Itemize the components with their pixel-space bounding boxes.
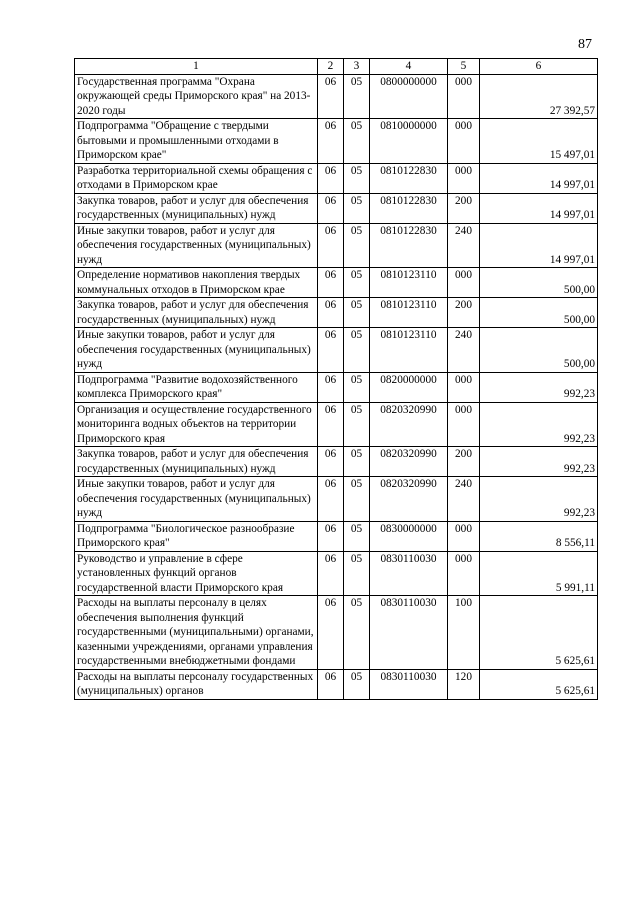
row-name: Расходы на выплаты персоналу государственных (муниципальных) органов [75, 669, 318, 699]
table-row [75, 74, 598, 119]
table-row [75, 328, 598, 373]
row-expense-type-code: 000 [448, 74, 480, 119]
row-subsection-code: 05 [344, 521, 370, 551]
row-amount: 8 556,11 [480, 521, 598, 551]
row-expense-type-code: 240 [448, 223, 480, 268]
row-target-article-code: 0810123110 [370, 268, 448, 298]
row-expense-type-code: 000 [448, 521, 480, 551]
row-target-article-code: 0820000000 [370, 372, 448, 402]
row-expense-type-code: 000 [448, 163, 480, 193]
row-target-article-code: 0830110030 [370, 669, 448, 699]
row-section-code: 06 [318, 372, 344, 402]
row-name: Иные закупки товаров, работ и услуг для обеспечения государственных (муниципальных) нужд [75, 223, 318, 268]
row-expense-type-code: 120 [448, 669, 480, 699]
table-row [75, 268, 598, 298]
row-name: Подпрограмма "Развитие водохозяйственного комплекса Приморского края" [75, 372, 318, 402]
row-target-article-code: 0810123110 [370, 298, 448, 328]
table-row [75, 119, 598, 164]
row-name: Закупка товаров, работ и услуг для обеспечения государственных (муниципальных) нужд [75, 298, 318, 328]
row-amount: 5 625,61 [480, 669, 598, 699]
row-target-article-code: 0830000000 [370, 521, 448, 551]
row-target-article-code: 0820320990 [370, 477, 448, 522]
table-row [75, 163, 598, 193]
row-expense-type-code: 100 [448, 596, 480, 670]
column-header: 1 [75, 59, 318, 75]
row-amount: 5 991,11 [480, 551, 598, 596]
row-subsection-code: 05 [344, 402, 370, 447]
row-name: Закупка товаров, работ и услуг для обеспечения государственных (муниципальных) нужд [75, 193, 318, 223]
row-target-article-code: 0830110030 [370, 596, 448, 670]
row-amount: 992,23 [480, 402, 598, 447]
row-target-article-code: 0830110030 [370, 551, 448, 596]
row-target-article-code: 0810123110 [370, 328, 448, 373]
table-row [75, 193, 598, 223]
row-subsection-code: 05 [344, 298, 370, 328]
row-section-code: 06 [318, 328, 344, 373]
row-section-code: 06 [318, 163, 344, 193]
table-row [75, 223, 598, 268]
row-name: Разработка территориальной схемы обращения с отходами в Приморском крае [75, 163, 318, 193]
row-expense-type-code: 240 [448, 328, 480, 373]
column-header: 3 [344, 59, 370, 75]
row-section-code: 06 [318, 119, 344, 164]
row-amount: 27 392,57 [480, 74, 598, 119]
table-row [75, 372, 598, 402]
row-section-code: 06 [318, 193, 344, 223]
row-amount: 500,00 [480, 328, 598, 373]
row-subsection-code: 05 [344, 477, 370, 522]
table-row [75, 402, 598, 447]
row-name: Расходы на выплаты персоналу в целях обеспечения выполнения функций государственными (муниципальными) органами, казенными учреждениями, органами управления государственными внебюджетными фондами [75, 596, 318, 670]
table-row [75, 298, 598, 328]
row-expense-type-code: 000 [448, 372, 480, 402]
row-target-article-code: 0810122830 [370, 223, 448, 268]
row-target-article-code: 0810122830 [370, 193, 448, 223]
column-header: 2 [318, 59, 344, 75]
row-section-code: 06 [318, 669, 344, 699]
row-subsection-code: 05 [344, 223, 370, 268]
row-amount: 15 497,01 [480, 119, 598, 164]
row-target-article-code: 0820320990 [370, 447, 448, 477]
row-target-article-code: 0800000000 [370, 74, 448, 119]
row-subsection-code: 05 [344, 74, 370, 119]
row-expense-type-code: 200 [448, 298, 480, 328]
column-header: 6 [480, 59, 598, 75]
row-section-code: 06 [318, 298, 344, 328]
row-name: Иные закупки товаров, работ и услуг для обеспечения государственных (муниципальных) нужд [75, 328, 318, 373]
table-row [75, 477, 598, 522]
row-amount: 500,00 [480, 298, 598, 328]
column-header: 5 [448, 59, 480, 75]
row-expense-type-code: 200 [448, 193, 480, 223]
row-name: Руководство и управление в сфере установленных функций органов государственной власти Приморского края [75, 551, 318, 596]
row-amount: 992,23 [480, 447, 598, 477]
row-name: Закупка товаров, работ и услуг для обеспечения государственных (муниципальных) нужд [75, 447, 318, 477]
row-amount: 500,00 [480, 268, 598, 298]
header-row [75, 59, 598, 75]
row-name: Определение нормативов накопления твердых коммунальных отходов в Приморском крае [75, 268, 318, 298]
row-subsection-code: 05 [344, 551, 370, 596]
table-body [75, 74, 598, 699]
row-name: Подпрограмма "Биологическое разнообразие Приморского края" [75, 521, 318, 551]
row-subsection-code: 05 [344, 163, 370, 193]
row-expense-type-code: 200 [448, 447, 480, 477]
row-section-code: 06 [318, 521, 344, 551]
budget-table [74, 58, 598, 700]
row-subsection-code: 05 [344, 193, 370, 223]
table-row [75, 521, 598, 551]
table-row [75, 447, 598, 477]
row-section-code: 06 [318, 223, 344, 268]
row-amount: 992,23 [480, 372, 598, 402]
row-section-code: 06 [318, 447, 344, 477]
row-section-code: 06 [318, 268, 344, 298]
row-name: Организация и осуществление государственного мониторинга водных объектов на территории Приморского края [75, 402, 318, 447]
row-subsection-code: 05 [344, 447, 370, 477]
row-amount: 14 997,01 [480, 163, 598, 193]
row-amount: 992,23 [480, 477, 598, 522]
row-expense-type-code: 000 [448, 402, 480, 447]
row-expense-type-code: 000 [448, 551, 480, 596]
row-subsection-code: 05 [344, 372, 370, 402]
row-subsection-code: 05 [344, 119, 370, 164]
row-section-code: 06 [318, 74, 344, 119]
table-row [75, 669, 598, 699]
row-expense-type-code: 240 [448, 477, 480, 522]
row-subsection-code: 05 [344, 268, 370, 298]
table-row [75, 596, 598, 670]
table-row [75, 551, 598, 596]
row-name: Подпрограмма "Обращение с твердыми бытовыми и промышленными отходами в Приморском крае" [75, 119, 318, 164]
row-target-article-code: 0810122830 [370, 163, 448, 193]
row-target-article-code: 0820320990 [370, 402, 448, 447]
page-number: 87 [578, 37, 592, 52]
row-amount: 14 997,01 [480, 223, 598, 268]
row-section-code: 06 [318, 596, 344, 670]
row-subsection-code: 05 [344, 328, 370, 373]
row-subsection-code: 05 [344, 596, 370, 670]
row-expense-type-code: 000 [448, 119, 480, 164]
row-expense-type-code: 000 [448, 268, 480, 298]
column-header: 4 [370, 59, 448, 75]
row-section-code: 06 [318, 402, 344, 447]
row-amount: 14 997,01 [480, 193, 598, 223]
row-subsection-code: 05 [344, 669, 370, 699]
row-section-code: 06 [318, 477, 344, 522]
row-section-code: 06 [318, 551, 344, 596]
row-target-article-code: 0810000000 [370, 119, 448, 164]
row-name: Государственная программа "Охрана окружающей среды Приморского края" на 2013-2020 годы [75, 74, 318, 119]
row-name: Иные закупки товаров, работ и услуг для обеспечения государственных (муниципальных) нужд [75, 477, 318, 522]
row-amount: 5 625,61 [480, 596, 598, 670]
